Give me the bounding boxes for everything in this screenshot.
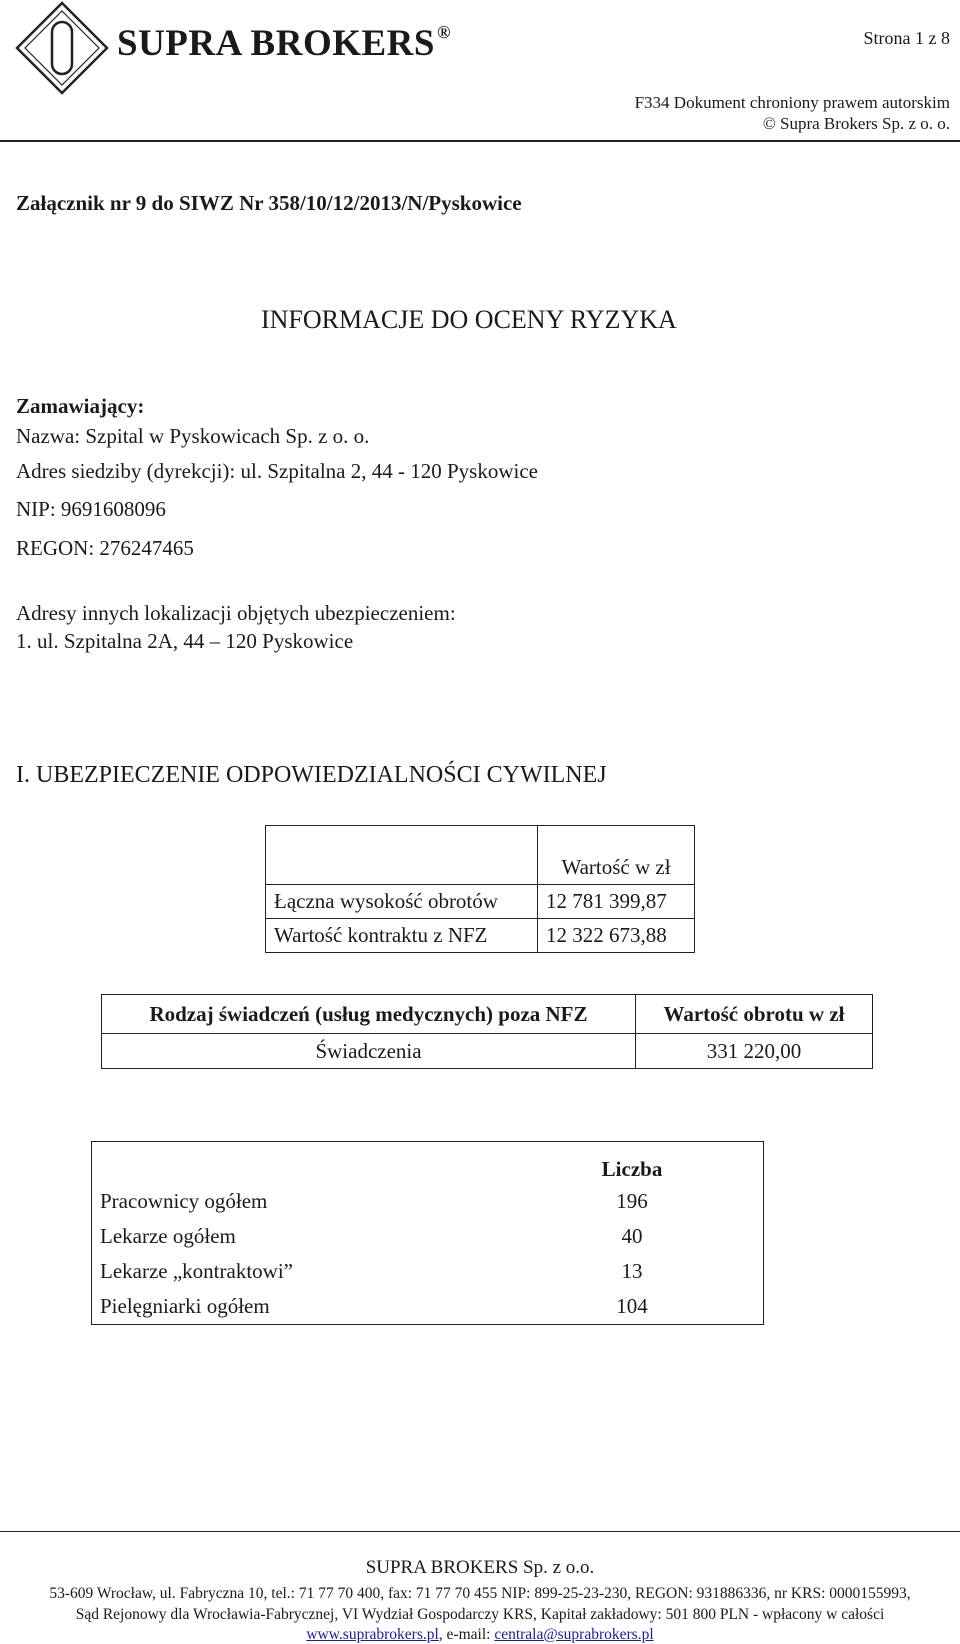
table-row xyxy=(266,919,695,953)
table-cell-value: 331 220,00 xyxy=(636,1034,873,1069)
table-cell-label: Wartość kontraktu z NFZ xyxy=(266,919,538,953)
footer-contact xyxy=(0,1626,960,1644)
registered-mark: ® xyxy=(436,21,451,42)
footer-court-info: Sąd Rejonowy dla Wrocławia-Fabrycznej, VI Wydział Gospodarczy KRS, Kapitał zakładowy: 501 800 PLN - wpłacony w całości xyxy=(75,1606,885,1623)
footer-divider xyxy=(0,1531,960,1532)
header-divider xyxy=(0,140,960,142)
copyright-notice: F334 Dokument chroniony prawem autorskim © Supra Brokers Sp. z o. o. xyxy=(634,93,950,133)
staff-table-empty-header xyxy=(92,1142,502,1185)
table-cell-label: Lekarze ogółem xyxy=(92,1219,502,1254)
table-row xyxy=(92,1289,764,1325)
table-cell-value: 104 xyxy=(501,1289,764,1325)
services-table xyxy=(101,994,873,1069)
staff-table xyxy=(91,1141,764,1325)
table-cell-label: Łączna wysokość obrotów xyxy=(266,885,538,919)
table-row xyxy=(266,885,695,919)
client-name: Nazwa: Szpital w Pyskowicach Sp. z o. o. xyxy=(16,424,370,448)
client-label: Zamawiający: xyxy=(16,394,145,418)
brand-name: SUPRA BROKERS ® xyxy=(117,21,451,64)
section-title: I. UBEZPIECZENIE ODPOWIEDZIALNOŚCI CYWILNEJ xyxy=(16,762,607,788)
table-cell-value: 196 xyxy=(501,1184,764,1219)
table-cell-label: Pracownicy ogółem xyxy=(92,1184,502,1219)
turnover-table-empty-header xyxy=(266,826,538,885)
supra-brokers-logo-icon xyxy=(14,0,110,96)
table-cell-value: 13 xyxy=(501,1254,764,1289)
footer-address: 53-609 Wrocław, ul. Fabryczna 10, tel.: 71 77 70 400, fax: 71 77 70 455 NIP: 899-25-23-230, REGON: 931886336, nr KRS: 0000155993, xyxy=(49,1585,911,1602)
footer-company: SUPRA BROKERS Sp. z o.o. xyxy=(365,1557,595,1578)
table-row xyxy=(92,1254,764,1289)
email-prefix: , e-mail: xyxy=(438,1626,495,1643)
services-table-header-value: Wartość obrotu w zł xyxy=(636,995,873,1034)
table-cell-label: Lekarze „kontraktowi” xyxy=(92,1254,502,1289)
page-title: INFORMACJE DO OCENY RYZYKA xyxy=(261,305,677,334)
table-cell-value: 12 322 673,88 xyxy=(538,919,695,953)
turnover-table xyxy=(265,825,695,953)
staff-table-header: Liczba xyxy=(501,1142,764,1185)
page-number: Strona 1 z 8 xyxy=(863,28,950,48)
website-link[interactable]: www.suprabrokers.pl xyxy=(306,1626,439,1643)
client-regon: REGON: 276247465 xyxy=(16,536,194,560)
email-link[interactable]: centrala@suprabrokers.pl xyxy=(494,1626,654,1643)
attachment-heading: Załącznik nr 9 do SIWZ Nr 358/10/12/2013/N/Pyskowice xyxy=(16,191,522,215)
services-table-header-type: Rodzaj świadczeń (usług medycznych) poza NFZ xyxy=(102,995,636,1034)
table-row xyxy=(102,1034,873,1069)
other-location-item: 1. ul. Szpitalna 2A, 44 – 120 Pyskowice xyxy=(16,629,354,653)
client-nip: NIP: 9691608096 xyxy=(16,497,166,521)
table-cell-label: Pielęgniarki ogółem xyxy=(92,1289,502,1325)
table-row xyxy=(92,1219,764,1254)
table-row xyxy=(92,1184,764,1219)
table-cell-label: Świadczenia xyxy=(102,1034,636,1069)
other-locations-label: Adresy innych lokalizacji objętych ubezpieczeniem: xyxy=(16,601,456,625)
client-address: Adres siedziby (dyrekcji): ul. Szpitalna 2, 44 - 120 Pyskowice xyxy=(16,459,538,483)
table-cell-value: 12 781 399,87 xyxy=(538,885,695,919)
turnover-table-header: Wartość w zł xyxy=(538,826,695,885)
table-cell-value: 40 xyxy=(501,1219,764,1254)
